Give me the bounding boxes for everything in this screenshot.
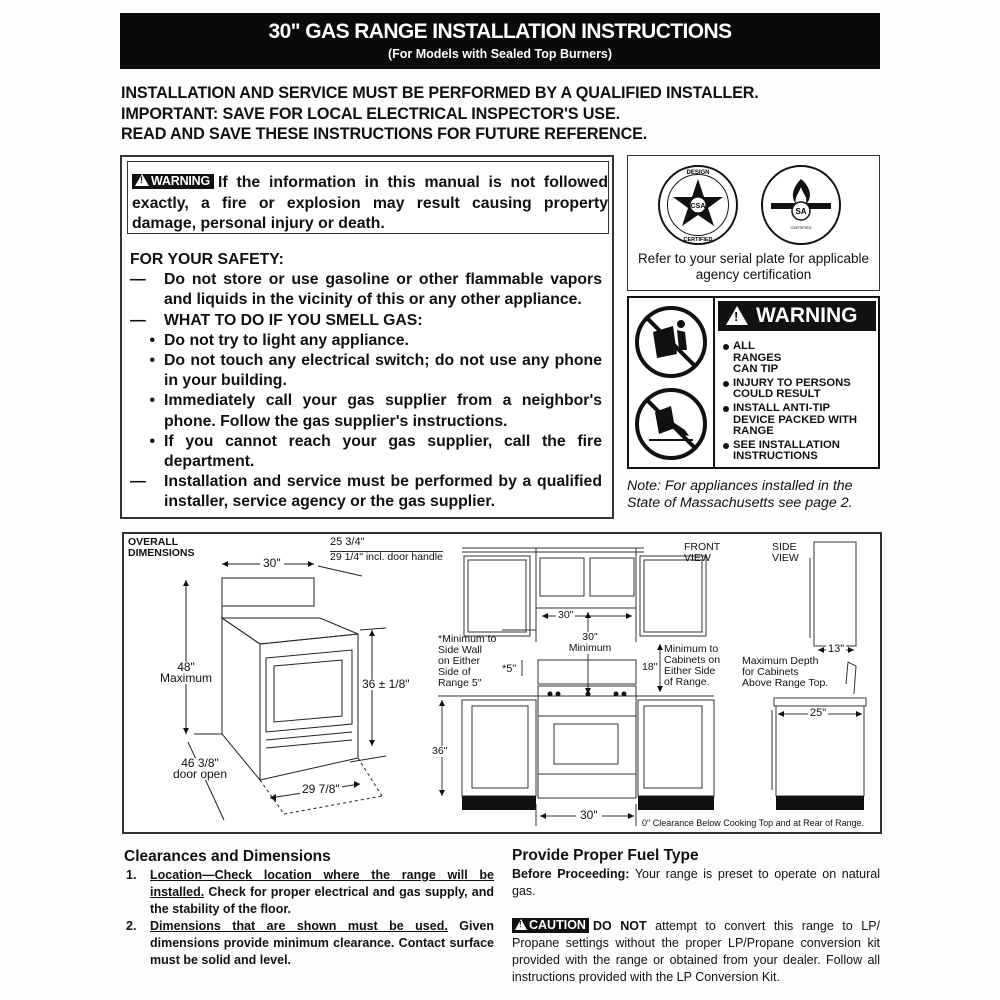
warning-tag-label: WARNING [151, 174, 211, 188]
floor-depth-label: 29 7/8" [302, 782, 340, 796]
notice-line: READ AND SAVE THESE INSTRUCTIONS FOR FUTURE REFERENCE. [121, 125, 648, 143]
gas-bullet [130, 432, 602, 472]
side-gap-label: *5" [502, 663, 517, 675]
dash-mark: — [130, 473, 146, 491]
fuel-heading: Provide Proper Fuel Type [512, 847, 699, 864]
clearance-item [124, 918, 494, 969]
tip-warning-item: SEE INSTALLATION INSTRUCTIONS [721, 440, 851, 463]
clearance-note: 0" Clearance Below Cooking Top and at Rear of Range. [642, 818, 865, 828]
warning-triangle-icon [726, 306, 748, 325]
fuel-type-section [512, 846, 880, 986]
overall-dimensions-title: OVERALL DIMENSIONS [128, 536, 195, 559]
safety-item [130, 472, 602, 512]
csa-certified-flame-seal-icon [761, 165, 841, 245]
caution-triangle-icon [515, 919, 527, 930]
svg-text:CSA: CSA [690, 203, 706, 210]
safety-heading: FOR YOUR SAFETY: [130, 251, 284, 268]
safety-item-text: Installation and service must be performed by a qualified installer, service agency or the gas supplier. [164, 473, 602, 511]
bullet-mark: • [149, 331, 155, 349]
hood-clearance-label: 30" Minimum [564, 632, 616, 654]
tip-warning-header [718, 301, 876, 331]
door-open-label: 46 3/8" door open [168, 758, 232, 780]
divider [713, 298, 715, 467]
gas-bullet [130, 331, 602, 351]
clearances-heading: Clearances and Dimensions [124, 848, 331, 865]
dash-mark: — [130, 311, 146, 329]
gas-bullet-text: If you cannot reach your gas supplier, call the fire department. [164, 432, 602, 471]
safety-item-text: WHAT TO DO IF YOU SMELL GAS: [164, 311, 423, 329]
gas-bullet [130, 351, 602, 391]
clearance-item-text: Location—Check location where the range will be installed. Check for proper electrical and gas supply, and the stability of the floor. [150, 868, 494, 916]
side-wall-note: *Minimum to Side Wall on Either Side of Range 5" [438, 633, 497, 689]
tip-warning-list [721, 341, 879, 465]
gas-bullet-text: Do not touch any electrical switch; do not use any phone in your building. [164, 352, 602, 390]
safety-box [120, 155, 614, 519]
clearance-item-text: Dimensions that are shown must be used. Given dimensions provide minimum clearance. Contact surface must be solid and level. [150, 919, 494, 967]
gas-bullet-text: Immediately call your gas supplier from a neighbor's phone. Follow the gas supplier's instructions. [164, 392, 602, 430]
depth-label-a: 25 3/4" [330, 536, 365, 548]
anti-tip-warning [627, 296, 880, 469]
warning-tag [132, 174, 214, 189]
notice-line: INSTALLATION AND SERVICE MUST BE PERFORMED BY A QUALIFIED INSTALLER. [121, 84, 759, 102]
depth-label-b: 29 1/4" incl. door handle [330, 551, 443, 563]
upper-cabinet-depth-label: 13" [828, 643, 845, 655]
item-number: 1. [126, 868, 137, 882]
cabinet-height-label: 18" [642, 661, 658, 673]
item-number: 2. [126, 919, 137, 933]
certification-caption: Refer to your serial plate for applicable agency certification [637, 251, 870, 282]
caution-paragraph: !CAUTION DO NOT attempt to convert this range to LP/ Propane settings without the proper LP/Propane conversion kit provided with the range or obtained from your dealer. Follow all instructions provided with the LP Conversion Kit. [512, 918, 880, 986]
warning-triangle-icon [135, 174, 149, 186]
tip-warning-item: INSTALL ANTI-TIP DEVICE PACKED WITH RANGE [721, 403, 871, 438]
design-certified-seal-icon [658, 165, 738, 245]
important-notices [121, 83, 881, 145]
title-banner [120, 13, 880, 69]
dimensions-diagram [122, 532, 882, 834]
side-view-label: SIDE VIEW [772, 541, 799, 564]
tip-warning-item: INJURY TO PERSONS COULD RESULT [721, 378, 861, 401]
max-height-label: 48" Maximum [159, 660, 212, 685]
counter-depth-label: 25" [810, 707, 827, 719]
bullet-mark: • [149, 352, 155, 370]
safety-item [130, 270, 602, 310]
fuel-intro: Before Proceeding: Your range is preset to operate on natural gas. [512, 867, 880, 898]
certification-box [627, 155, 880, 291]
safety-item [130, 311, 602, 331]
max-depth-note: Maximum Depth for Cabinets Above Range Top. [742, 655, 829, 689]
page-subtitle: (For Models with Sealed Top Burners) [387, 47, 613, 61]
warning-text: If the information in this manual is not followed exactly, a fire or explosion may result causing property damage, personal injury or death. [132, 174, 608, 232]
bullet-mark: • [149, 432, 155, 450]
clearance-item [124, 867, 494, 918]
fire-warning-box [127, 161, 609, 234]
safety-instructions [130, 250, 602, 513]
tip-warning-title: WARNING [756, 304, 858, 327]
page-title: 30" GAS RANGE INSTALLATION INSTRUCTIONS [268, 20, 732, 43]
svg-text:CERTIFIED: CERTIFIED [790, 225, 812, 230]
counter-height-label: 36" [432, 745, 448, 757]
cabinet-clearance-note: Minimum to Cabinets on Either Side of Range. [664, 643, 721, 688]
front-view-label: FRONT VIEW [684, 541, 721, 564]
dash-mark: — [130, 271, 146, 289]
gas-bullet [130, 391, 602, 431]
gas-bullet-text: Do not try to light any appliance. [164, 331, 409, 349]
bullet-mark: • [149, 392, 155, 410]
safety-item-text: Do not store or use gasoline or other flammable vapors and liquids in the vicinity of this or any other appliance. [164, 271, 602, 309]
caution-tag: !CAUTION [512, 918, 589, 933]
svg-text:SA: SA [795, 207, 807, 216]
no-climbing-door-icon [635, 388, 707, 460]
range-width-label: 30" [576, 810, 602, 821]
width-label: 30" [260, 558, 284, 569]
clearances-section [124, 847, 494, 969]
tip-warning-item: ALL RANGES CAN TIP [721, 341, 801, 376]
svg-text:CERTIFIED: CERTIFIED [683, 237, 713, 243]
svg-text:DESIGN: DESIGN [686, 170, 710, 176]
no-tipping-range-icon [635, 306, 707, 378]
massachusetts-note: Note: For appliances installed in the State of Massachusetts see page 2. [627, 478, 853, 511]
cooktop-height-label: 36 ± 1/8" [362, 677, 410, 691]
notice-line: IMPORTANT: SAVE FOR LOCAL ELECTRICAL INSPECTOR'S USE. [121, 104, 620, 123]
gap-width-label: 30" [558, 609, 574, 621]
